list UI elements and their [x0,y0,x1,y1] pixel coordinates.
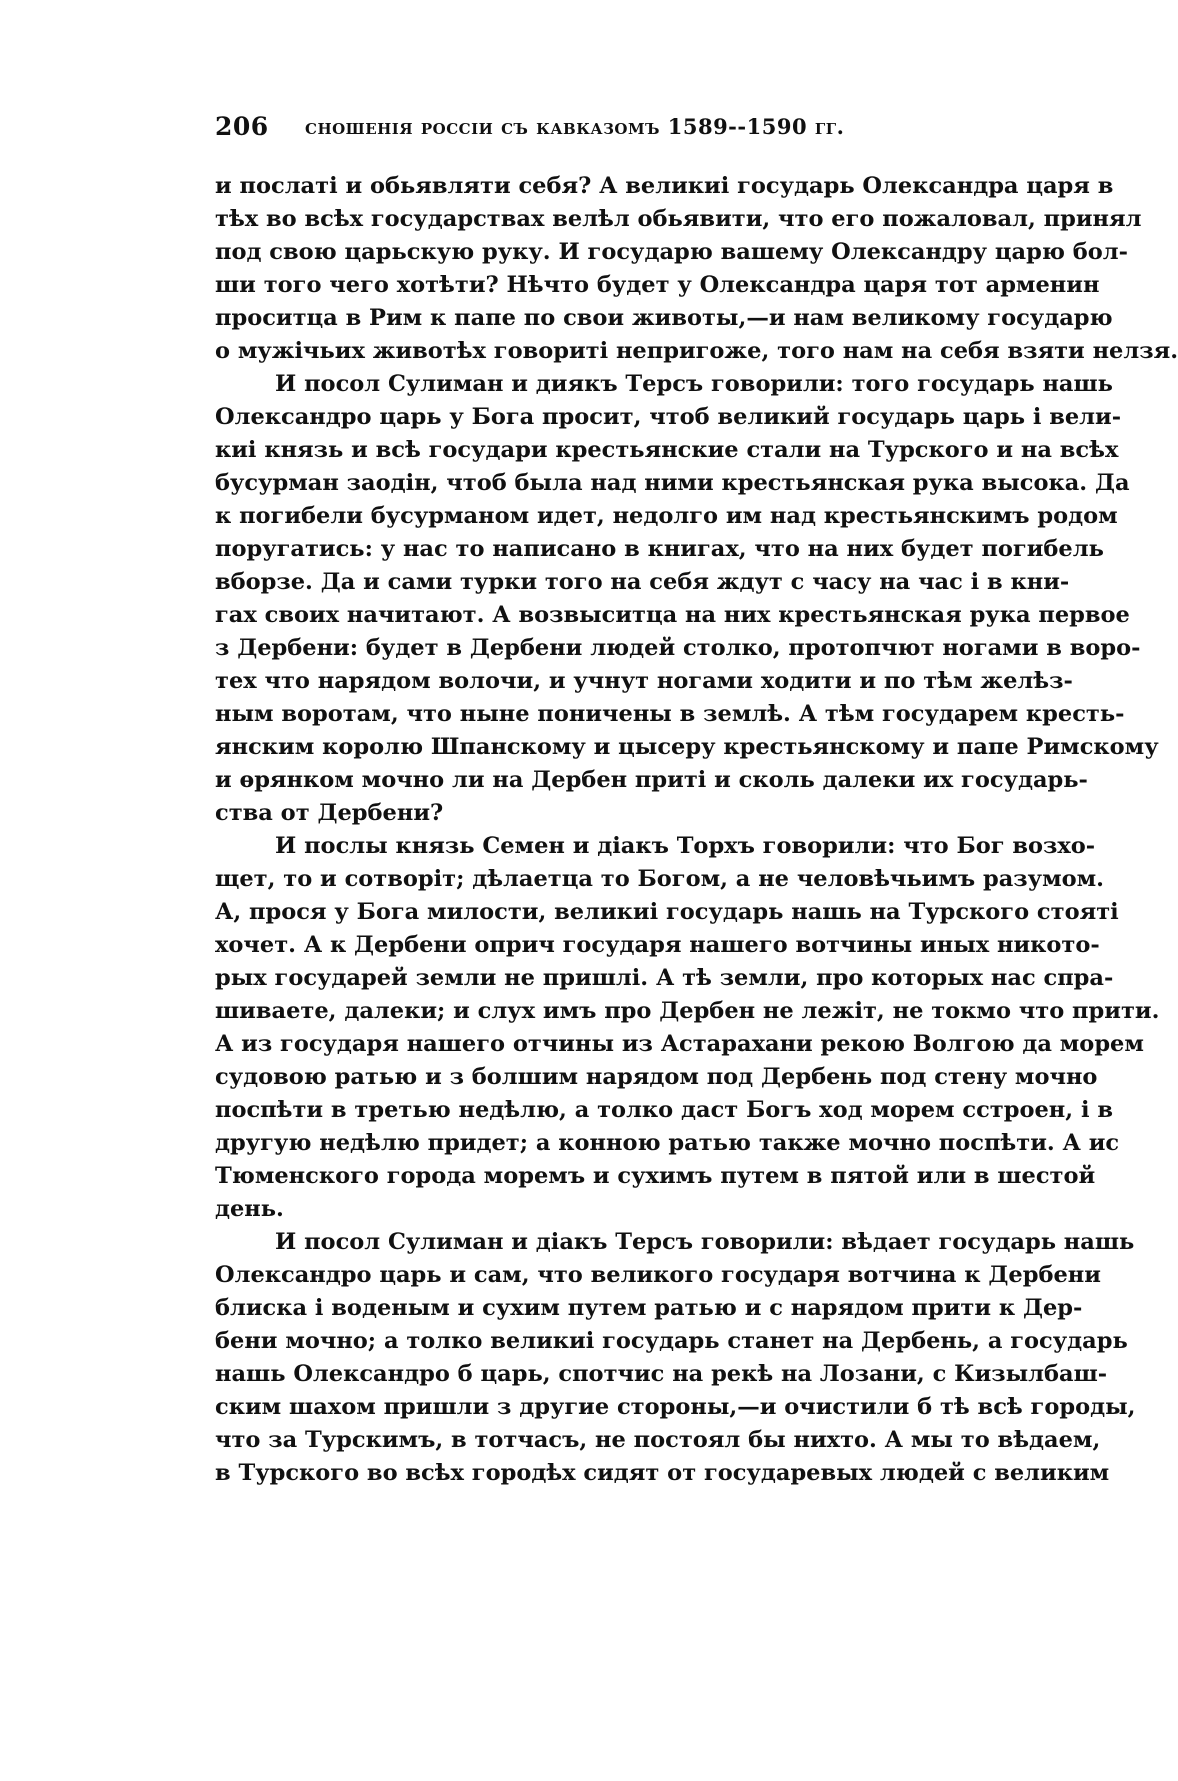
text-line: хочет. А к Дербени оприч государя нашего вотчины иных никото- [215,932,1100,958]
text-line: щет, то и сотворіт; дѣлаетца то Богом, а не человѣчьимъ разумом. [215,866,1105,892]
text-line: ским шахом пришли з другие стороны,—и очистили б тѣ всѣ городы, [215,1394,1136,1420]
text-line: ши того чего хотѣти? Нѣчто будет у Олександра царя тот арменин [215,272,1100,298]
text-line: поругатись: у нас то написано в книгах, что на них будет погибель [215,536,1104,562]
text-line: И послы князь Семен и діакъ Торхъ говорили: что Бог возхо- [275,833,1096,859]
text-line: тѣх во всѣх государствах велѣл обьявити, что его пожаловал, принял [215,206,1142,232]
running-title: сношенія россіи съ кавказомъ 1589--1590 гг. [305,114,845,139]
text-line: з Дербени: будет в Дербени людей столко, протопчют ногами в воро- [215,635,1141,661]
text-line: что за Турскимъ, в тотчасъ, не постоял бы нихто. А мы то вѣдаем, [215,1427,1101,1453]
text-line: тех что нарядом волочи, и учнут ногами ходити и по тѣм желѣз- [215,668,1073,694]
text-line: проситца в Рим к папе по свои животы,—и нам великому государю [215,305,1113,331]
text-line: шиваете, далеки; и слух имъ про Дербен не лежіт, не токмо что прити. [215,998,1160,1024]
text-line: гах своих начитают. А возвыситца на них крестьянская рука первое [215,602,1130,628]
text-line: А, прося у Бога милости, великиі государь нашь на Турского стояті [215,899,1119,925]
text-line: И посол Сулиман и диякъ Терсъ говорили: того государь нашь [275,371,1113,397]
text-line: Олександро царь и сам, что великого государя вотчина к Дербени [215,1262,1101,1288]
text-line: нашь Олександро б царь, спотчис на рекѣ на Лозани, с Кизылбаш- [215,1361,1108,1387]
text-line: под свою царьскую руку. И государю вашему Олександру царю бол- [215,239,1128,265]
text-line: о мужічьих животѣх говориті непригоже, того нам на себя взяти нелзя. [215,338,1178,364]
text-line: ства от Дербени? [215,800,444,826]
page-header [215,112,1055,148]
text-line: вборзе. Да и сами турки того на себя ждут с часу на час і в кни- [215,569,1070,595]
text-line: бусурман заодін, чтоб была над ними крестьянская рука высока. Да [215,470,1130,496]
text-line: поспѣти в третью недѣлю, а толко даст Богъ ход морем сстроен, і в [215,1097,1113,1123]
text-line: ным воротам, что ныне поничены в землѣ. А тѣм государем кресть- [215,701,1125,727]
text-line: в Турского во всѣх городѣх сидят от государевых людей с великим [215,1460,1110,1486]
text-line: Олександро царь у Бога просит, чтоб великий государь царь і вели- [215,404,1122,430]
text-line: день. [215,1196,284,1222]
text-line: другую недѣлю придет; а конною ратью также мочно поспѣти. А ис [215,1130,1120,1156]
text-line: киі князь и всѣ государи крестьянские стали на Турского и на всѣх [215,437,1119,463]
text-line: и послаті и обьявляти себя? А великиі государь Олександра царя в [215,173,1114,199]
body-text [215,170,1178,1490]
text-line: рых государей земли не пришлі. А тѣ земли, про которых нас спра- [215,965,1114,991]
text-line: А из государя нашего отчины из Астарахани рекою Волгою да морем [215,1031,1144,1057]
text-line: и ѳрянком мочно ли на Дербен приті и сколь далеки их государь- [215,767,1088,793]
text-line: к погибели бусурманом идет, недолго им над крестьянскимъ родом [215,503,1118,529]
text-line: бени мочно; а толко великиі государь станет на Дербень, а государь [215,1328,1128,1354]
text-line: Тюменского города моремъ и сухимъ путем в пятой или в шестой [215,1163,1096,1189]
text-line: судовою ратью и з болшим нарядом под Дербень под стену мочно [215,1064,1098,1090]
text-line: И посол Сулиман и діакъ Терсъ говорили: вѣдает государь нашь [275,1229,1135,1255]
text-line: блиска і воденым и сухим путем ратью и с нарядом прити к Дер- [215,1295,1083,1321]
page-number: 206 [215,112,269,141]
text-line: янским королю Шпанскому и цысеру крестьянскому и папе Римскому [215,734,1159,760]
